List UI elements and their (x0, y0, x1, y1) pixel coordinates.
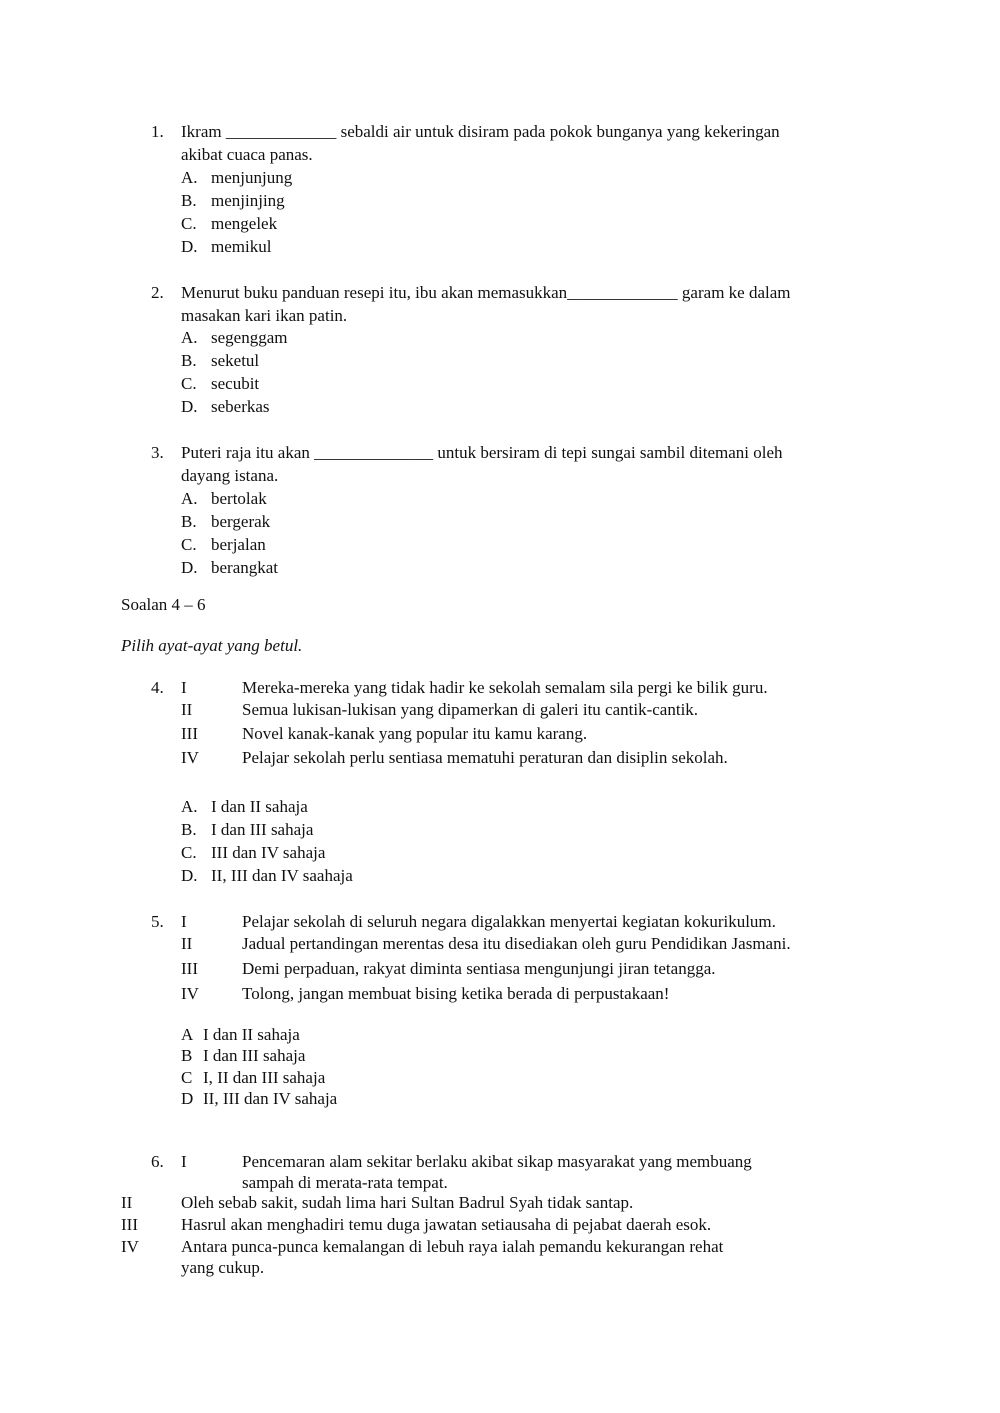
option-letter: D. (181, 866, 198, 885)
statement-roman: I (181, 678, 187, 697)
statement-text: Pelajar sekolah di seluruh negara digalakkan menyertai kegiatan kokurikulum. (242, 912, 776, 931)
question-text-continued: akibat cuaca panas. (181, 145, 313, 164)
question-number: 2. (151, 283, 164, 302)
statement-text-continued: yang cukup. (181, 1258, 265, 1277)
option-letter: B (181, 1046, 193, 1065)
option-text: bergerak (211, 512, 271, 531)
option-letter: A. (181, 797, 198, 816)
statement-roman: IV (181, 748, 199, 767)
option-letter: B. (181, 351, 197, 370)
option-letter: C. (181, 374, 197, 393)
option-text: II, III dan IV saahaja (211, 866, 353, 885)
option-text: secubit (211, 374, 260, 393)
statement-roman: IV (121, 1237, 139, 1256)
statement-text: Novel kanak-kanak yang popular itu kamu karang. (242, 724, 588, 743)
question-number: 6. (151, 1152, 164, 1171)
option-text: III dan IV sahaja (211, 843, 326, 862)
option-letter: D (181, 1089, 194, 1108)
option-text: menjinjing (211, 191, 285, 210)
statement-roman: II (181, 934, 193, 953)
option-letter: B. (181, 820, 197, 839)
option-text: I dan II sahaja (211, 797, 308, 816)
option-text: seketul (211, 351, 260, 370)
statement-roman: III (121, 1215, 138, 1234)
option-letter: A. (181, 489, 198, 508)
question-text-continued: masakan kari ikan patin. (181, 306, 348, 325)
option-text: berjalan (211, 535, 266, 554)
statement-text-continued: sampah di merata-rata tempat. (242, 1173, 448, 1192)
option-letter: C. (181, 214, 197, 233)
option-letter: C. (181, 535, 197, 554)
question-text: Menurut buku panduan resepi itu, ibu akan memasukkan_____________ garam ke dalam (181, 283, 791, 302)
statement-text: Hasrul akan menghadiri temu duga jawatan setiausaha di pejabat daerah esok. (181, 1215, 712, 1234)
question-number: 4. (151, 678, 164, 697)
option-text: I dan III sahaja (211, 820, 314, 839)
statement-text: Pelajar sekolah perlu sentiasa mematuhi peraturan dan disiplin sekolah. (242, 748, 728, 767)
statement-text: Tolong, jangan membuat bising ketika berada di perpustakaan! (242, 984, 670, 1003)
section-heading: Soalan 4 – 6 (121, 595, 206, 614)
option-text: I dan II sahaja (203, 1025, 300, 1044)
option-letter: D. (181, 237, 198, 256)
option-letter: D. (181, 558, 198, 577)
section-instruction: Pilih ayat-ayat yang betul. (121, 636, 303, 655)
statement-roman: III (181, 959, 198, 978)
statement-text: Mereka-mereka yang tidak hadir ke sekolah semalam sila pergi ke bilik guru. (242, 678, 768, 697)
option-text: segenggam (211, 328, 288, 347)
statement-text: Antara punca-punca kemalangan di lebuh raya ialah pemandu kekurangan rehat (181, 1237, 724, 1256)
question-text: Puteri raja itu akan ______________ untuk bersiram di tepi sungai sambil ditemani oleh (181, 443, 783, 462)
statement-roman: I (181, 912, 187, 931)
statement-text: Semua lukisan-lukisan yang dipamerkan di galeri itu cantik-cantik. (242, 700, 699, 719)
option-letter: B. (181, 191, 197, 210)
statement-text: Oleh sebab sakit, sudah lima hari Sultan Badrul Syah tidak santap. (181, 1193, 634, 1212)
option-letter: C. (181, 843, 197, 862)
statement-roman: II (181, 700, 193, 719)
option-letter: D. (181, 397, 198, 416)
option-text: I, II dan III sahaja (203, 1068, 326, 1087)
statement-text: Demi perpaduan, rakyat diminta sentiasa mengunjungi jiran tetangga. (242, 959, 716, 978)
question-number: 1. (151, 122, 164, 141)
option-text: seberkas (211, 397, 270, 416)
question-number: 5. (151, 912, 164, 931)
statement-roman: II (121, 1193, 133, 1212)
option-letter: A (181, 1025, 194, 1044)
option-text: menjunjung (211, 168, 293, 187)
option-text: berangkat (211, 558, 279, 577)
statement-text: Pencemaran alam sekitar berlaku akibat sikap masyarakat yang membuang (242, 1152, 752, 1171)
option-text: II, III dan IV sahaja (203, 1089, 338, 1108)
option-text: mengelek (211, 214, 278, 233)
question-text-continued: dayang istana. (181, 466, 279, 485)
option-text: I dan III sahaja (203, 1046, 306, 1065)
option-letter: A. (181, 168, 198, 187)
option-letter: A. (181, 328, 198, 347)
question-number: 3. (151, 443, 164, 462)
question-text: Ikram _____________ sebaldi air untuk disiram pada pokok bunganya yang kekeringan (181, 122, 780, 141)
option-text: memikul (211, 237, 272, 256)
option-letter: B. (181, 512, 197, 531)
statement-roman: I (181, 1152, 187, 1171)
option-letter: C (181, 1068, 193, 1087)
statement-text: Jadual pertandingan merentas desa itu disediakan oleh guru Pendidikan Jasmani. (242, 934, 791, 953)
option-text: bertolak (211, 489, 267, 508)
statement-roman: III (181, 724, 198, 743)
statement-roman: IV (181, 984, 199, 1003)
